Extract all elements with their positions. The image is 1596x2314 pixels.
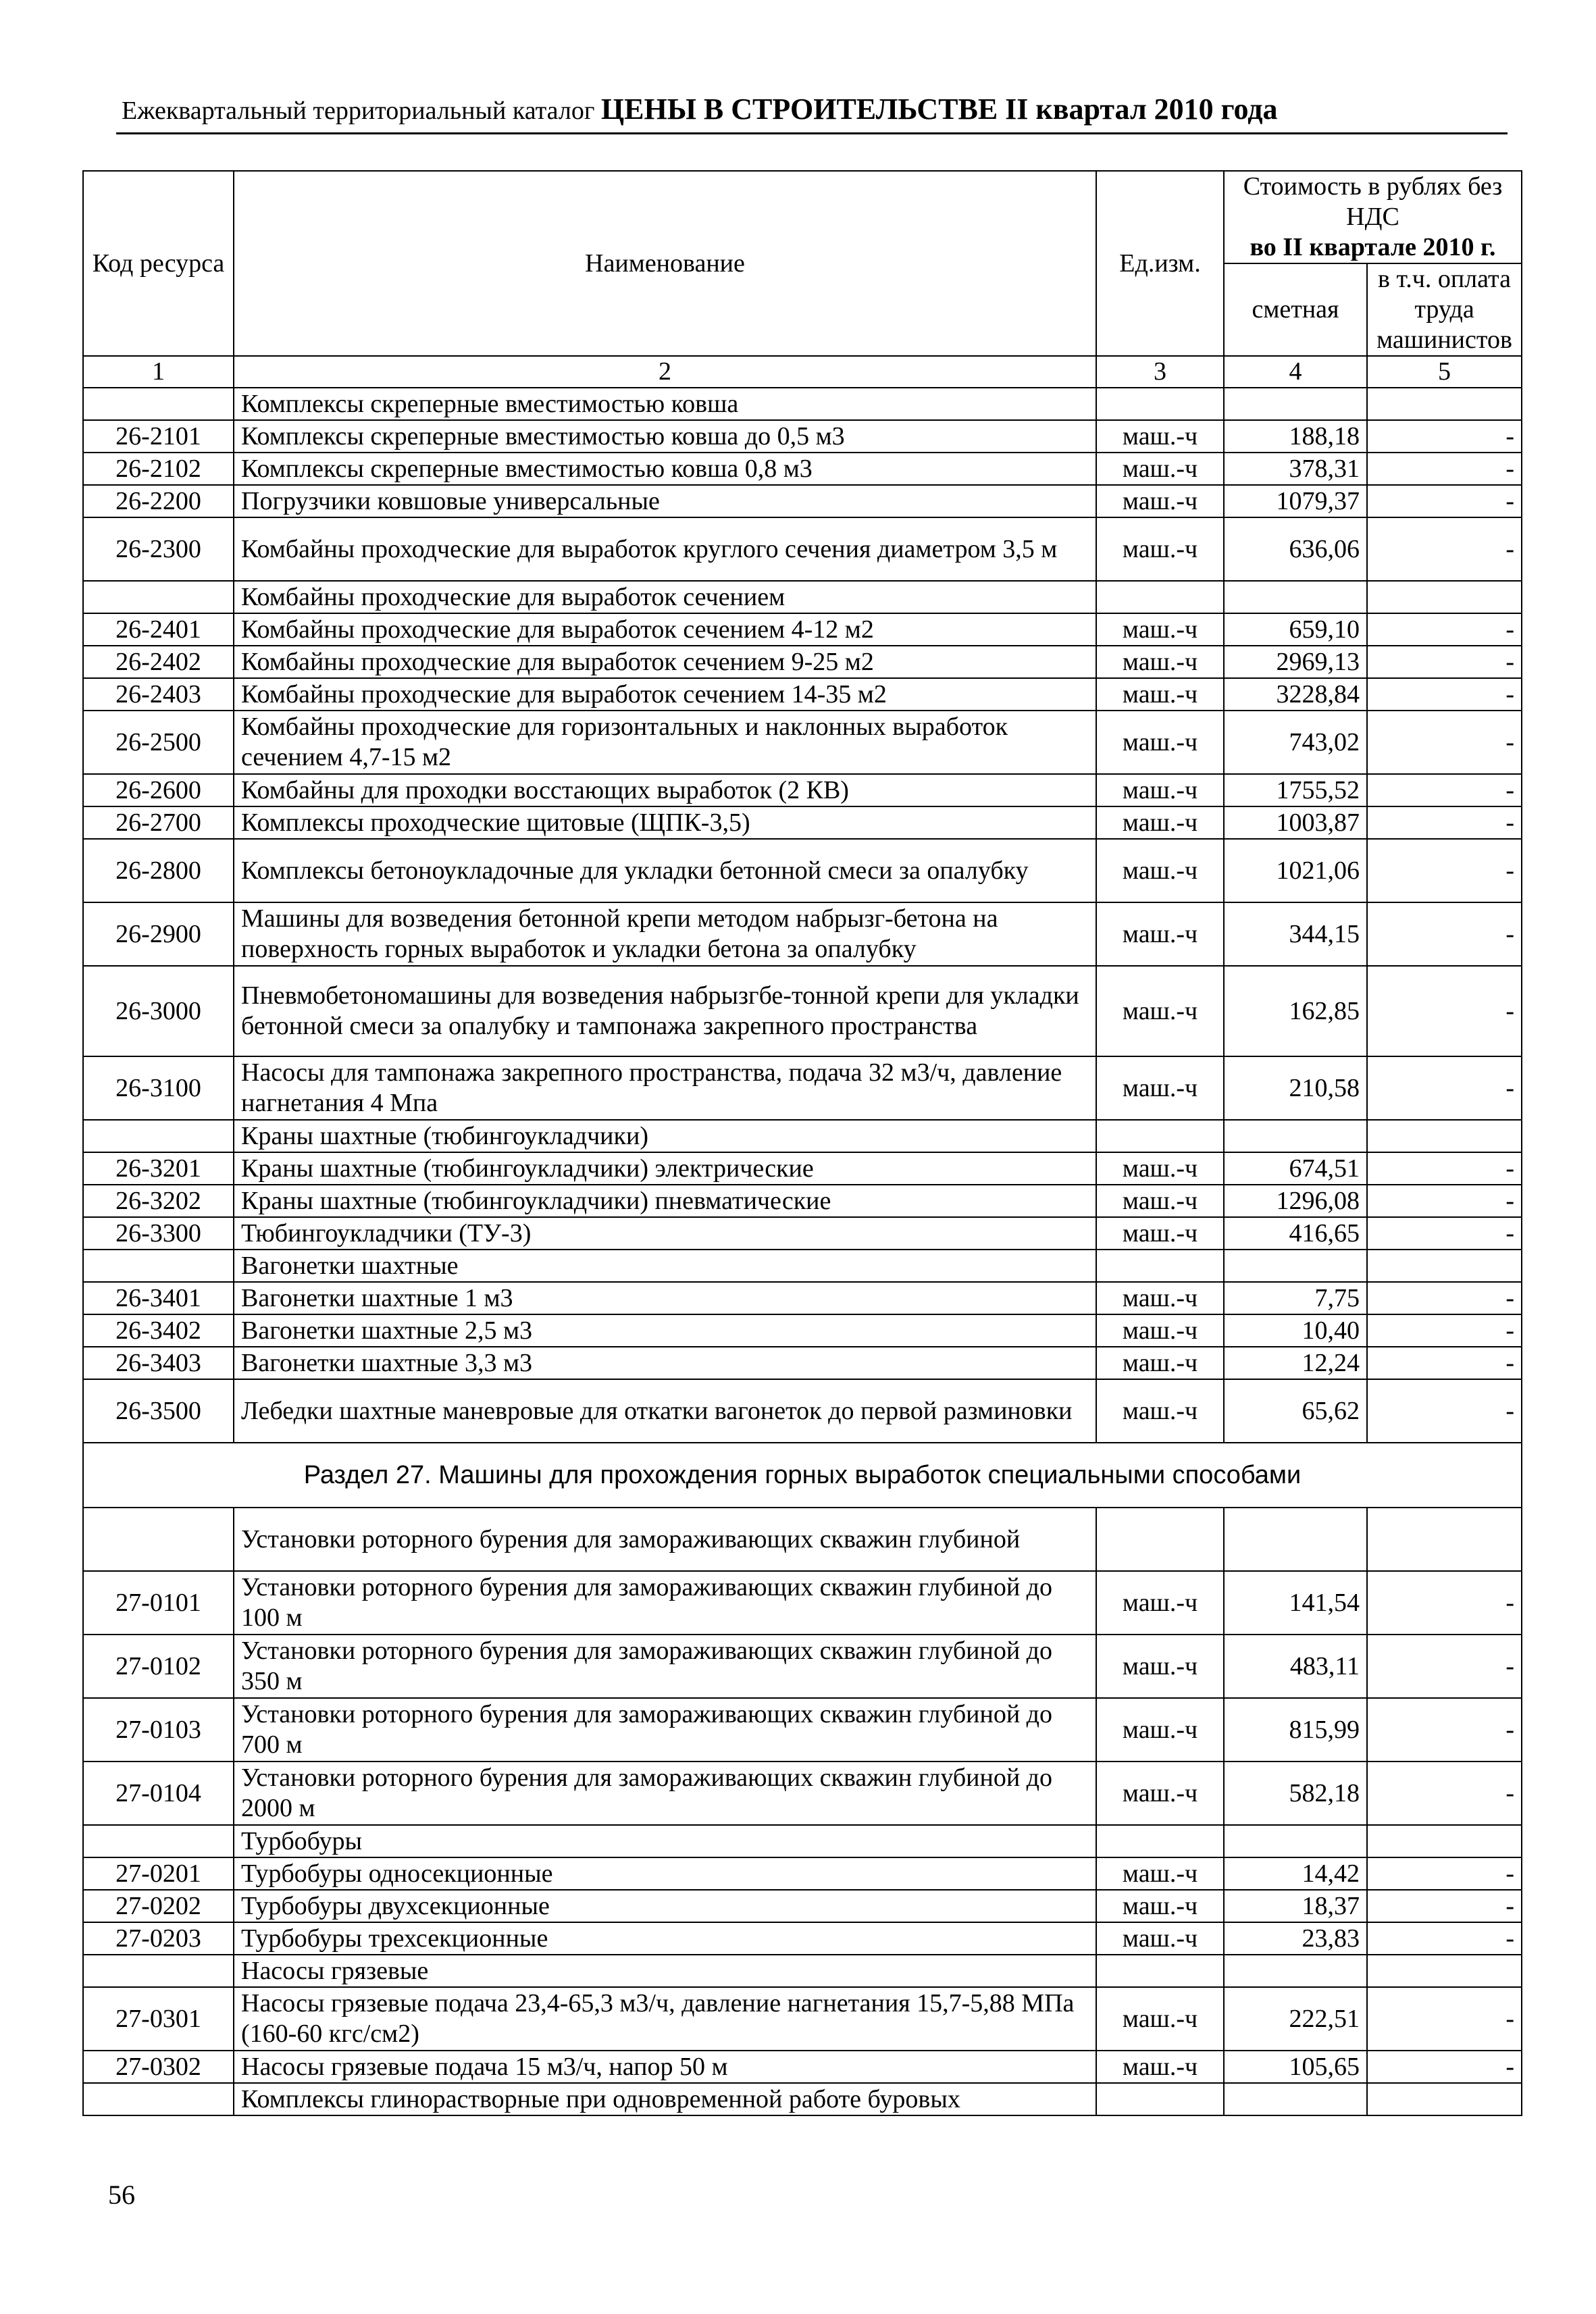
resource-code: 27-0201 (83, 1857, 234, 1890)
resource-name: Краны шахтные (тюбингоукладчики) пневматические (234, 1185, 1096, 1217)
unit: маш.-ч (1096, 1347, 1224, 1379)
unit: маш.-ч (1096, 1857, 1224, 1890)
resource-code: 26-3500 (83, 1379, 234, 1443)
unit: маш.-ч (1096, 678, 1224, 711)
operator-wage (1367, 1120, 1522, 1152)
resource-code (83, 1955, 234, 1987)
resource-name: Комплексы скреперные вместимостью ковша до 0,5 м3 (234, 420, 1096, 453)
resource-code: 27-0301 (83, 1987, 234, 2051)
estimate-price: 815,99 (1224, 1698, 1367, 1762)
page-number: 56 (108, 2180, 135, 2210)
resource-name: Комбайны проходческие для выработок сечением 14-35 м2 (234, 678, 1096, 711)
resource-name: Турбобуры односекционные (234, 1857, 1096, 1890)
resource-name: Установки роторного бурения для замораживающих скважин глубиной до 2000 м (234, 1762, 1096, 1825)
col-number: 3 (1096, 356, 1224, 388)
unit (1096, 581, 1224, 613)
table-row (83, 2051, 1522, 2083)
table-row (83, 613, 1522, 646)
estimate-price: 582,18 (1224, 1762, 1367, 1825)
resource-name: Комбайны для проходки восстающих выработок (2 КВ) (234, 774, 1096, 806)
resource-code: 26-2500 (83, 711, 234, 774)
operator-wage: - (1367, 2051, 1522, 2083)
operator-wage: - (1367, 1987, 1522, 2051)
operator-wage: - (1367, 1762, 1522, 1825)
operator-wage: - (1367, 485, 1522, 517)
table-row (83, 485, 1522, 517)
estimate-price: 1755,52 (1224, 774, 1367, 806)
table-row (83, 1987, 1522, 2051)
table-row (83, 1056, 1522, 1120)
resource-name: Погрузчики ковшовые универсальные (234, 485, 1096, 517)
table-row (83, 517, 1522, 581)
unit (1096, 1825, 1224, 1857)
operator-wage (1367, 1250, 1522, 1282)
resource-name: Установки роторного бурения для замораживающих скважин глубиной (234, 1508, 1096, 1571)
operator-wage (1367, 1955, 1522, 1987)
table-row (83, 1922, 1522, 1955)
table-row (83, 2083, 1522, 2115)
estimate-price: 222,51 (1224, 1987, 1367, 2051)
estimate-price: 1021,06 (1224, 839, 1367, 902)
estimate-price: 3228,84 (1224, 678, 1367, 711)
price-table (82, 170, 1522, 2116)
unit: маш.-ч (1096, 1571, 1224, 1635)
table-row (83, 1250, 1522, 1282)
estimate-price (1224, 2083, 1367, 2115)
estimate-price: 23,83 (1224, 1922, 1367, 1955)
resource-name: Лебедки шахтные маневровые для откатки вагонеток до первой разминовки (234, 1379, 1096, 1443)
unit: маш.-ч (1096, 839, 1224, 902)
operator-wage: - (1367, 646, 1522, 678)
resource-name: Комплексы проходческие щитовые (ЩПК-3,5) (234, 806, 1096, 839)
resource-name: Установки роторного бурения для замораживающих скважин глубиной до 350 м (234, 1635, 1096, 1698)
operator-wage (1367, 581, 1522, 613)
estimate-price: 1003,87 (1224, 806, 1367, 839)
section-row (83, 1443, 1522, 1508)
resource-name: Тюбингоукладчики (ТУ-3) (234, 1217, 1096, 1250)
operator-wage: - (1367, 711, 1522, 774)
operator-wage: - (1367, 1922, 1522, 1955)
estimate-price (1224, 1955, 1367, 1987)
estimate-price: 1296,08 (1224, 1185, 1367, 1217)
operator-wage: - (1367, 1635, 1522, 1698)
resource-name: Турбобуры двухсекционные (234, 1890, 1096, 1922)
header-prefix: Ежеквартальный территориальный каталог (122, 97, 595, 125)
table-row (83, 774, 1522, 806)
resource-code: 26-2900 (83, 902, 234, 966)
unit: маш.-ч (1096, 902, 1224, 966)
table-row (83, 1825, 1522, 1857)
estimate-price: 105,65 (1224, 2051, 1367, 2083)
operator-wage: - (1367, 613, 1522, 646)
table-row (83, 839, 1522, 902)
unit: маш.-ч (1096, 966, 1224, 1056)
resource-name: Краны шахтные (тюбингоукладчики) электрические (234, 1152, 1096, 1185)
estimate-price: 14,42 (1224, 1857, 1367, 1890)
estimate-price: 378,31 (1224, 453, 1367, 485)
operator-wage: - (1367, 966, 1522, 1056)
operator-wage (1367, 388, 1522, 420)
unit: маш.-ч (1096, 774, 1224, 806)
unit: маш.-ч (1096, 1314, 1224, 1347)
unit: маш.-ч (1096, 517, 1224, 581)
table-row (83, 1890, 1522, 1922)
running-header (122, 93, 1499, 127)
resource-name: Турбобуры (234, 1825, 1096, 1857)
unit: маш.-ч (1096, 1635, 1224, 1698)
resource-code: 26-2102 (83, 453, 234, 485)
unit (1096, 1250, 1224, 1282)
estimate-price: 65,62 (1224, 1379, 1367, 1443)
resource-code (83, 1825, 234, 1857)
resource-name: Установки роторного бурения для замораживающих скважин глубиной до 100 м (234, 1571, 1096, 1635)
resource-code: 26-2300 (83, 517, 234, 581)
estimate-price (1224, 1508, 1367, 1571)
resource-code (83, 1508, 234, 1571)
header-title: ЦЕНЫ В СТРОИТЕЛЬСТВЕ II квартал 2010 года (600, 93, 1278, 126)
unit: маш.-ч (1096, 613, 1224, 646)
resource-code: 26-3201 (83, 1152, 234, 1185)
resource-name: Насосы для тампонажа закрепного пространства, подача 32 м3/ч, давление нагнетания 4 Мпа (234, 1056, 1096, 1120)
estimate-price: 141,54 (1224, 1571, 1367, 1635)
col-unit-header: Ед.изм. (1096, 171, 1224, 356)
unit: маш.-ч (1096, 1762, 1224, 1825)
resource-code (83, 581, 234, 613)
estimate-price: 483,11 (1224, 1635, 1367, 1698)
table-row (83, 1152, 1522, 1185)
table-row (83, 1314, 1522, 1347)
resource-code: 26-2101 (83, 420, 234, 453)
cost-group-line1: Стоимость в рублях без НДС (1243, 172, 1503, 231)
resource-name: Комбайны проходческие для горизонтальных и наклонных выработок сечением 4,7-15 м2 (234, 711, 1096, 774)
estimate-price: 743,02 (1224, 711, 1367, 774)
resource-code: 27-0103 (83, 1698, 234, 1762)
unit: маш.-ч (1096, 485, 1224, 517)
table-row (83, 453, 1522, 485)
operator-wage: - (1367, 1152, 1522, 1185)
unit (1096, 1955, 1224, 1987)
resource-code (83, 1250, 234, 1282)
operator-wage: - (1367, 902, 1522, 966)
table-row (83, 581, 1522, 613)
resource-code: 26-3202 (83, 1185, 234, 1217)
resource-code: 26-3401 (83, 1282, 234, 1314)
operator-wage: - (1367, 1857, 1522, 1890)
operator-wage: - (1367, 1314, 1522, 1347)
resource-name: Машины для возведения бетонной крепи методом набрызг-бетона на поверхность горных выработок и укладки бетона за опалубку (234, 902, 1096, 966)
col-wage-header: в т.ч. оплата труда машинистов (1367, 263, 1522, 356)
resource-name: Комплексы скреперные вместимостью ковша 0,8 м3 (234, 453, 1096, 485)
resource-code: 27-0104 (83, 1762, 234, 1825)
resource-name: Комбайны проходческие для выработок сечением (234, 581, 1096, 613)
estimate-price (1224, 1120, 1367, 1152)
estimate-price: 210,58 (1224, 1056, 1367, 1120)
table-row (83, 388, 1522, 420)
operator-wage (1367, 2083, 1522, 2115)
resource-name: Комплексы бетоноукладочные для укладки бетонной смеси за опалубку (234, 839, 1096, 902)
estimate-price: 188,18 (1224, 420, 1367, 453)
table-row (83, 1635, 1522, 1698)
table-row (83, 902, 1522, 966)
unit: маш.-ч (1096, 453, 1224, 485)
estimate-price: 18,37 (1224, 1890, 1367, 1922)
resource-name: Насосы грязевые (234, 1955, 1096, 1987)
unit (1096, 2083, 1224, 2115)
estimate-price: 10,40 (1224, 1314, 1367, 1347)
operator-wage: - (1367, 1571, 1522, 1635)
table-row (83, 1571, 1522, 1635)
resource-code: 26-2401 (83, 613, 234, 646)
resource-code: 27-0202 (83, 1890, 234, 1922)
resource-code (83, 388, 234, 420)
resource-code (83, 1120, 234, 1152)
table-row (83, 1120, 1522, 1152)
table-row (83, 711, 1522, 774)
resource-name: Комбайны проходческие для выработок круглого сечения диаметром 3,5 м (234, 517, 1096, 581)
operator-wage: - (1367, 420, 1522, 453)
resource-name: Краны шахтные (тюбингоукладчики) (234, 1120, 1096, 1152)
unit: маш.-ч (1096, 1379, 1224, 1443)
table-row (83, 1762, 1522, 1825)
estimate-price (1224, 581, 1367, 613)
unit: маш.-ч (1096, 646, 1224, 678)
resource-code: 26-2800 (83, 839, 234, 902)
estimate-price: 416,65 (1224, 1217, 1367, 1250)
resource-name: Вагонетки шахтные 2,5 м3 (234, 1314, 1096, 1347)
resource-name: Комбайны проходческие для выработок сечением 4-12 м2 (234, 613, 1096, 646)
operator-wage (1367, 1508, 1522, 1571)
resource-code (83, 2083, 234, 2115)
unit (1096, 388, 1224, 420)
unit: маш.-ч (1096, 806, 1224, 839)
unit: маш.-ч (1096, 1922, 1224, 1955)
resource-name: Насосы грязевые подача 15 м3/ч, напор 50 м (234, 2051, 1096, 2083)
table-row (83, 420, 1522, 453)
col-code-header: Код ресурса (83, 171, 234, 356)
table-row (83, 1347, 1522, 1379)
table-row (83, 1217, 1522, 1250)
table-row (83, 1857, 1522, 1890)
resource-code: 27-0203 (83, 1922, 234, 1955)
operator-wage: - (1367, 1217, 1522, 1250)
estimate-price: 674,51 (1224, 1152, 1367, 1185)
estimate-price: 12,24 (1224, 1347, 1367, 1379)
resource-name: Комбайны проходческие для выработок сечением 9-25 м2 (234, 646, 1096, 678)
operator-wage: - (1367, 839, 1522, 902)
resource-code: 26-2200 (83, 485, 234, 517)
operator-wage: - (1367, 517, 1522, 581)
resource-name: Турбобуры трехсекционные (234, 1922, 1096, 1955)
resource-name: Вагонетки шахтные (234, 1250, 1096, 1282)
col-name-header: Наименование (234, 171, 1096, 356)
estimate-price: 636,06 (1224, 517, 1367, 581)
section-title: Раздел 27. Машины для прохождения горных выработок специальными способами (83, 1443, 1522, 1508)
operator-wage: - (1367, 1056, 1522, 1120)
table-row (83, 1282, 1522, 1314)
table-row (83, 1379, 1522, 1443)
operator-wage: - (1367, 1698, 1522, 1762)
resource-code: 27-0102 (83, 1635, 234, 1698)
resource-code: 26-2700 (83, 806, 234, 839)
cost-group-line2: во II квартале 2010 г. (1250, 233, 1496, 261)
unit: маш.-ч (1096, 1698, 1224, 1762)
estimate-price: 659,10 (1224, 613, 1367, 646)
table-row (83, 1185, 1522, 1217)
resource-code: 26-3402 (83, 1314, 234, 1347)
unit (1096, 1508, 1224, 1571)
col-number: 2 (234, 356, 1096, 388)
resource-name: Комплексы глинорастворные при одновременной работе буровых (234, 2083, 1096, 2115)
unit: маш.-ч (1096, 420, 1224, 453)
table-row (83, 678, 1522, 711)
estimate-price: 1079,37 (1224, 485, 1367, 517)
operator-wage (1367, 1825, 1522, 1857)
unit: маш.-ч (1096, 1987, 1224, 2051)
table-row (83, 646, 1522, 678)
resource-name: Вагонетки шахтные 1 м3 (234, 1282, 1096, 1314)
operator-wage: - (1367, 678, 1522, 711)
resource-code: 26-2402 (83, 646, 234, 678)
unit: маш.-ч (1096, 2051, 1224, 2083)
resource-name: Вагонетки шахтные 3,3 м3 (234, 1347, 1096, 1379)
unit: маш.-ч (1096, 1217, 1224, 1250)
resource-code: 26-2403 (83, 678, 234, 711)
unit: маш.-ч (1096, 1185, 1224, 1217)
table-row (83, 806, 1522, 839)
estimate-price (1224, 1250, 1367, 1282)
operator-wage: - (1367, 774, 1522, 806)
unit: маш.-ч (1096, 1890, 1224, 1922)
header-rule (116, 132, 1508, 134)
resource-name: Пневмобетономашины для возведения набрызгбе-тонной крепи для укладки бетонной смеси за опалубку и тампонажа закрепного пространства (234, 966, 1096, 1056)
operator-wage: - (1367, 1379, 1522, 1443)
unit: маш.-ч (1096, 1282, 1224, 1314)
col-number: 5 (1367, 356, 1522, 388)
col-number: 4 (1224, 356, 1367, 388)
unit: маш.-ч (1096, 711, 1224, 774)
unit: маш.-ч (1096, 1056, 1224, 1120)
resource-name: Насосы грязевые подача 23,4-65,3 м3/ч, давление нагнетания 15,7-5,88 МПа (160-60 кгс/см2) (234, 1987, 1096, 2051)
resource-name: Установки роторного бурения для замораживающих скважин глубиной до 700 м (234, 1698, 1096, 1762)
operator-wage: - (1367, 1185, 1522, 1217)
operator-wage: - (1367, 1890, 1522, 1922)
operator-wage: - (1367, 453, 1522, 485)
operator-wage: - (1367, 1282, 1522, 1314)
resource-code: 27-0302 (83, 2051, 234, 2083)
table-row (83, 1508, 1522, 1571)
resource-code: 26-3100 (83, 1056, 234, 1120)
col-number: 1 (83, 356, 234, 388)
col-cost-group-header (1224, 171, 1522, 263)
estimate-price (1224, 1825, 1367, 1857)
table-row (83, 1955, 1522, 1987)
col-estimate-header: сметная (1224, 263, 1367, 356)
estimate-price: 7,75 (1224, 1282, 1367, 1314)
operator-wage: - (1367, 1347, 1522, 1379)
resource-name: Комплексы скреперные вместимостью ковша (234, 388, 1096, 420)
estimate-price: 162,85 (1224, 966, 1367, 1056)
resource-code: 26-3300 (83, 1217, 234, 1250)
estimate-price (1224, 388, 1367, 420)
resource-code: 26-2600 (83, 774, 234, 806)
resource-code: 26-3403 (83, 1347, 234, 1379)
resource-code: 27-0101 (83, 1571, 234, 1635)
table-row (83, 1698, 1522, 1762)
unit: маш.-ч (1096, 1152, 1224, 1185)
unit (1096, 1120, 1224, 1152)
table-row (83, 966, 1522, 1056)
estimate-price: 344,15 (1224, 902, 1367, 966)
resource-code: 26-3000 (83, 966, 234, 1056)
estimate-price: 2969,13 (1224, 646, 1367, 678)
operator-wage: - (1367, 806, 1522, 839)
